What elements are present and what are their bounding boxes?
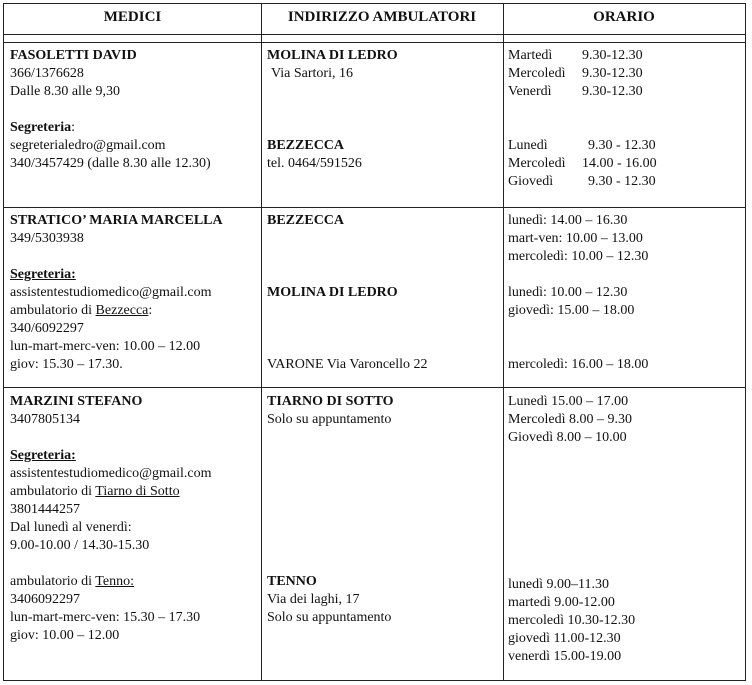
ambulatory-hours: lun-mart-merc-ven: 15.30 – 17.30 [10,610,201,625]
location-address: Via Sartori, 16 [271,66,353,81]
schedule-line: Martedì 9.30-12.30 [508,48,643,63]
doctor-phone: 366/1376628 [10,66,84,81]
schedule-line: Mercoledì 8.00 – 9.30 [508,412,633,427]
ambulatory-phone: 3406092297 [10,592,80,607]
schedule-line: giovedì 11.00-12.30 [508,631,621,646]
ambulatory-line: ambulatorio di Tenno: [10,574,134,589]
secretary-label: Segreteria: [10,448,76,463]
schedule-line: mercoledì: 16.00 – 18.00 [508,357,649,372]
secretary-email: segreterialedro@gmail.com [10,138,166,153]
column-divider [503,4,504,680]
doctor-phone: 349/5303938 [10,231,84,246]
secretary-email: assistentestudiomedico@gmail.com [10,466,212,481]
location-address: tel. 0464/591526 [267,156,362,171]
header-divider [4,34,745,35]
row-divider [4,207,745,208]
schedule-line: lunedì: 14.00 – 16.30 [508,213,628,228]
secretary-phone: 340/3457429 (dalle 8.30 alle 12.30) [10,156,211,171]
location-note: Solo su appuntamento [267,610,392,625]
location-name: MOLINA DI LEDRO [267,48,398,63]
ambulatory-hours: lun-mart-merc-ven: 10.00 – 12.00 [10,339,201,354]
header-medici: MEDICI [103,9,162,25]
schedule-line: mercoledì 10.30-12.30 [508,613,636,628]
ambulatory-line: ambulatorio di Bezzecca: [10,303,153,318]
doctor-hours: Dalle 8.30 alle 9,30 [10,84,121,99]
doctor-phone: 3407805134 [10,412,80,427]
header-indirizzo: INDIRIZZO AMBULATORI [287,9,477,25]
schedule-line: lunedì: 10.00 – 12.30 [508,285,628,300]
schedule-line: Mercoledì 9.30-12.30 [508,66,643,81]
location-name: VARONE Via Varoncello 22 [267,357,428,372]
ambulatory-hours: giov: 15.30 – 17.30. [10,357,123,372]
schedule-line: Lunedì 9.30 - 12.30 [508,138,656,153]
secretary-label: Segreteria: [10,267,76,282]
schedule-line: mart-ven: 10.00 – 13.00 [508,231,643,246]
schedule-line: giovedì: 15.00 – 18.00 [508,303,635,318]
location-address: Solo su appuntamento [267,412,392,427]
row-divider [4,387,745,388]
header-orario: ORARIO [593,9,655,25]
location-name: TIARNO DI SOTTO [267,394,394,409]
ambulatory-hours: Dal lunedì al venerdì: [10,520,132,535]
schedule-line: mercoledì: 10.00 – 12.30 [508,249,649,264]
doctor-name: FASOLETTI DAVID [10,48,137,63]
schedule-line: Giovedì 9.30 - 12.30 [508,174,656,189]
ambulatory-phone: 340/6092297 [10,321,84,336]
schedule-line: venerdì 15.00-19.00 [508,649,622,664]
schedule-line: martedì 9.00-12.00 [508,595,615,610]
location-name: TENNO [267,574,317,589]
location-name: MOLINA DI LEDRO [267,285,398,300]
ambulatory-phone: 3801444257 [10,502,80,517]
ambulatory-hours: giov: 10.00 – 12.00 [10,628,120,643]
schedule-line: Venerdì 9.30-12.30 [508,84,643,99]
ambulatory-line: ambulatorio di Tiarno di Sotto [10,484,180,499]
doctor-name: STRATICO’ MARIA MARCELLA [10,213,223,228]
location-name: BEZZECCA [267,138,345,153]
column-divider [261,4,262,680]
header-divider [4,42,745,43]
schedule-line: Lunedì 15.00 – 17.00 [508,394,629,409]
location-name: BEZZECCA [267,213,345,228]
schedule-line: Mercoledì 14.00 - 16.00 [508,156,657,171]
doctors-table [3,3,746,681]
doctor-name: MARZINI STEFANO [10,394,143,409]
ambulatory-hours: 9.00-10.00 / 14.30-15.30 [10,538,150,553]
location-address: Via dei laghi, 17 [267,592,360,607]
schedule-line: Giovedì 8.00 – 10.00 [508,430,627,445]
schedule-line: lunedì 9.00–11.30 [508,577,609,592]
secretary-email: assistentestudiomedico@gmail.com [10,285,212,300]
secretary-label: Segreteria: [10,120,76,135]
